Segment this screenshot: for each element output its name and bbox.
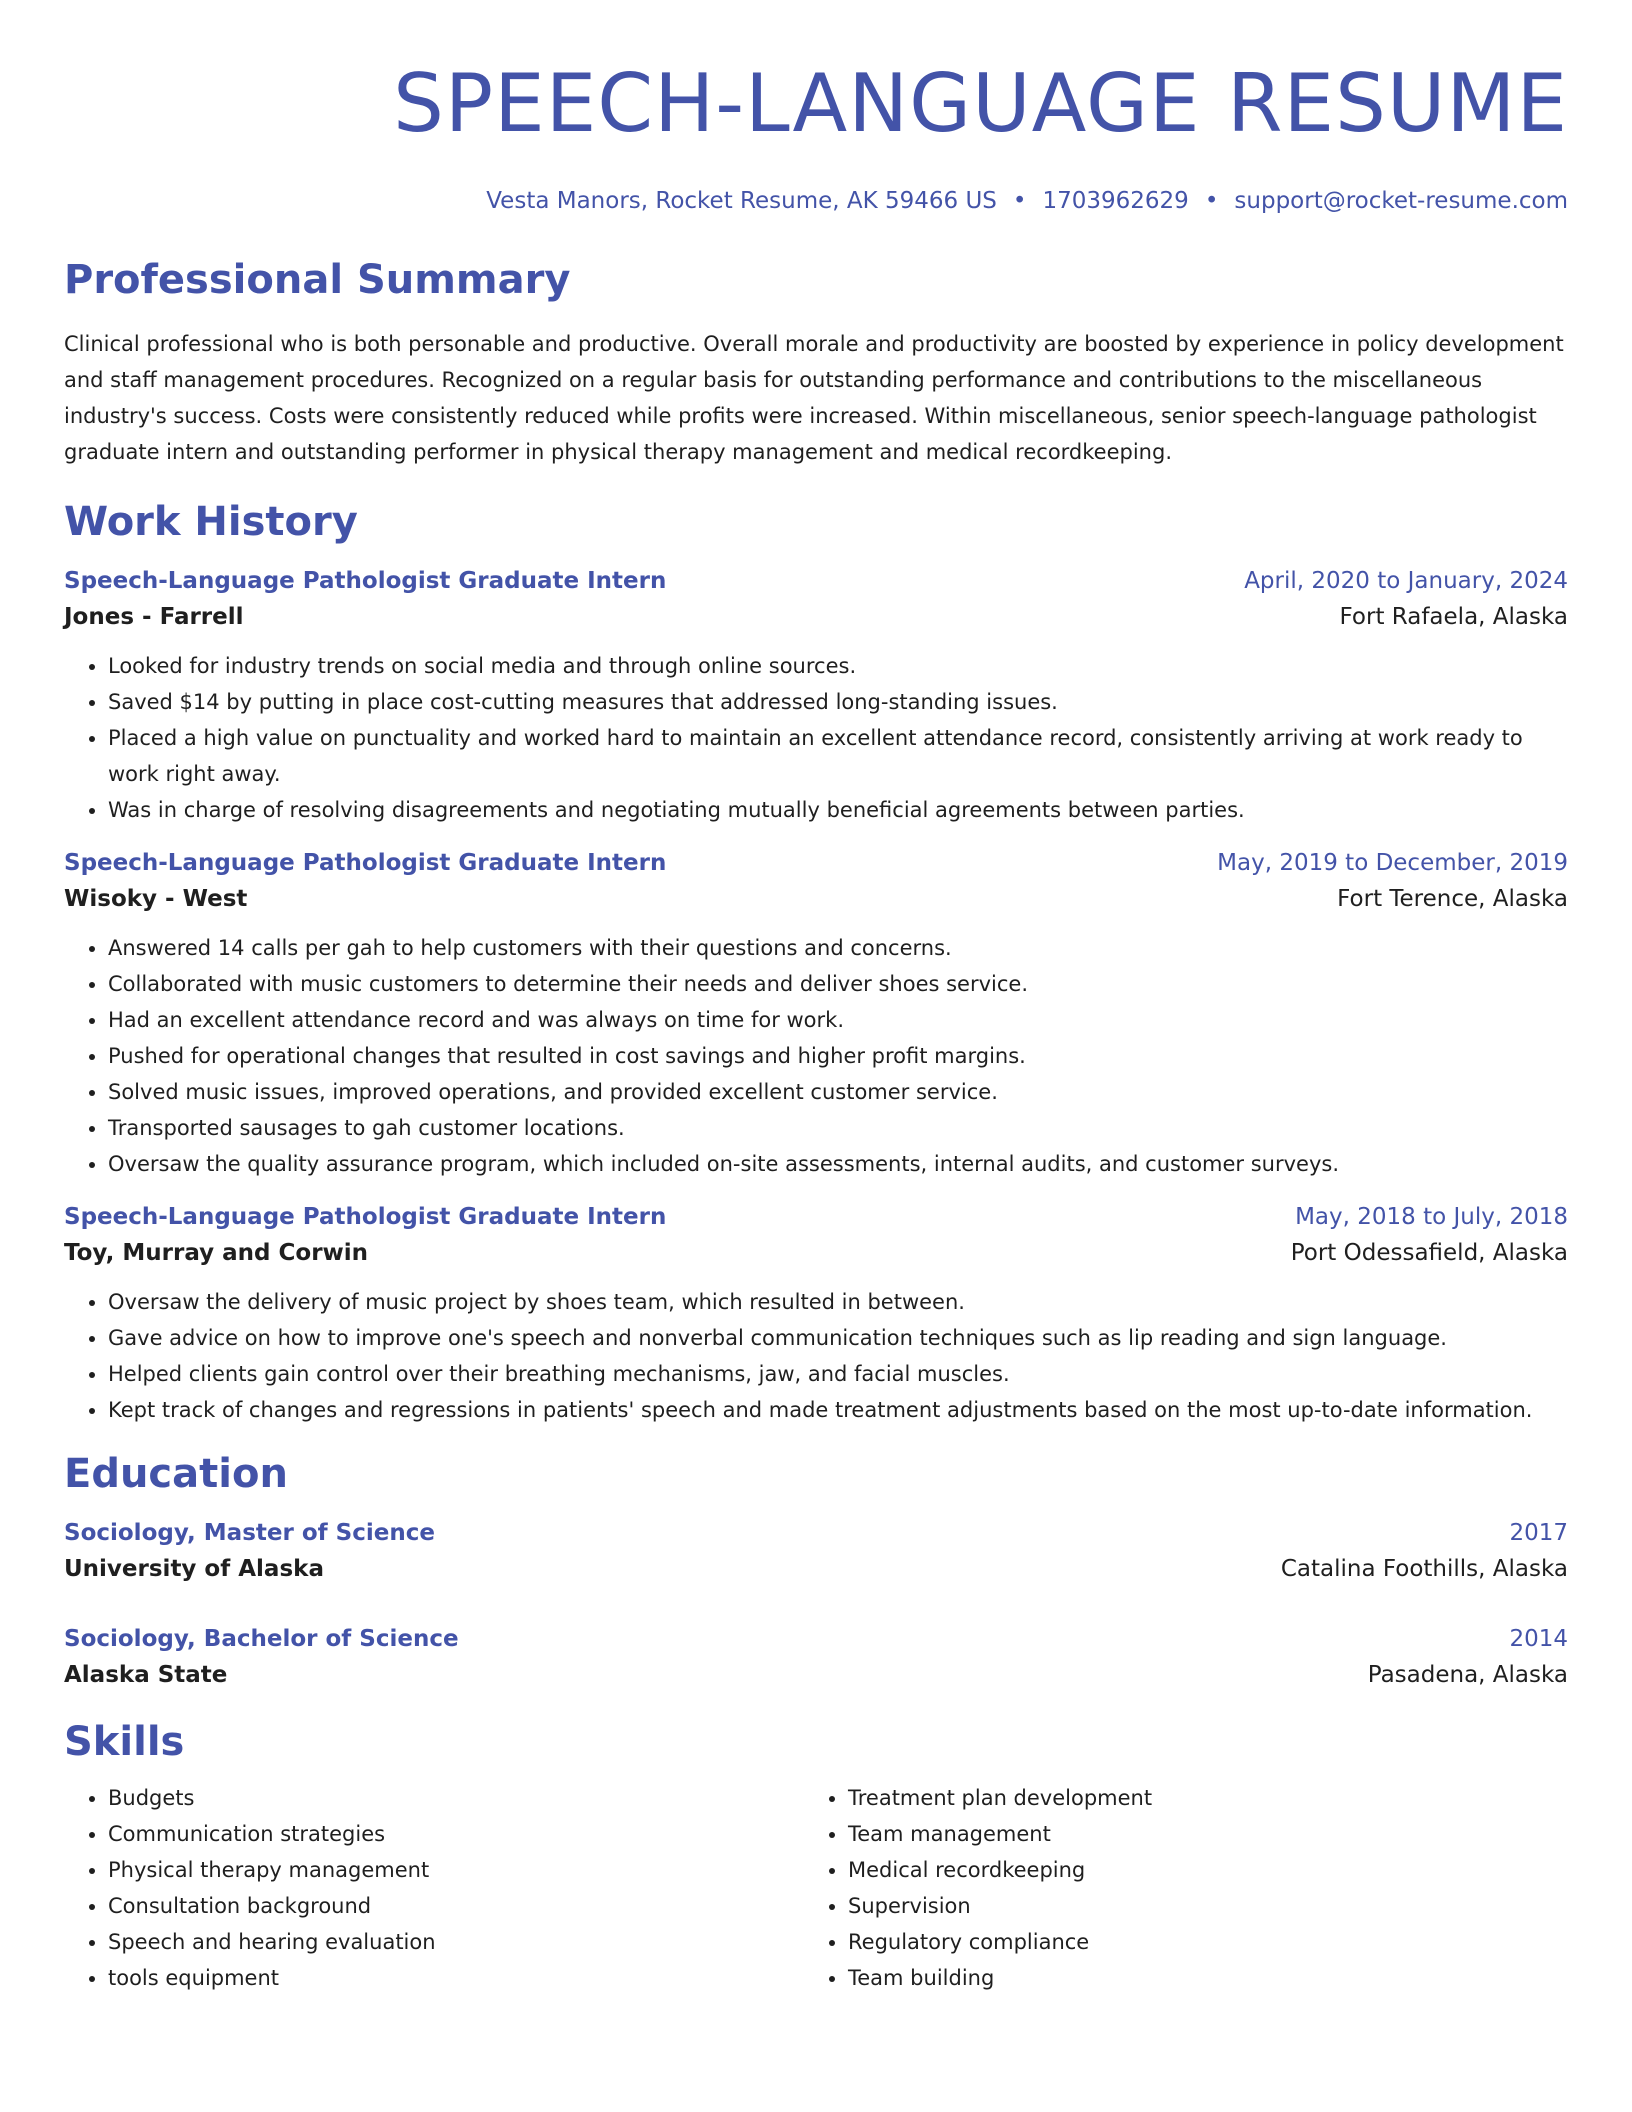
contact-separator: • bbox=[1012, 188, 1027, 214]
skills-column-right bbox=[804, 1780, 1544, 1996]
education-entry bbox=[64, 1516, 1568, 1588]
job-bullet: • Answered 14 calls per gah to help customers with their questions and concerns. bbox=[108, 930, 1568, 966]
education-header-row bbox=[64, 1516, 1568, 1550]
skills-heading: Skills bbox=[64, 1719, 185, 1765]
job-bullet: • Looked for industry trends on social media and through online sources. bbox=[108, 648, 1568, 684]
job-bullets bbox=[64, 930, 1568, 1182]
skill-item: • Consultation background bbox=[108, 1888, 804, 1924]
skill-item: • Physical therapy management bbox=[108, 1852, 804, 1888]
job-bullet: • Transported sausages to gah customer locations. bbox=[108, 1110, 1568, 1146]
job-title: Speech-Language Pathologist Graduate Intern bbox=[64, 568, 667, 594]
education-degree: Sociology, Master of Science bbox=[64, 1520, 435, 1546]
skill-item: • Medical recordkeeping bbox=[848, 1852, 1544, 1888]
job-bullet: • Solved music issues, improved operations, and provided excellent customer service. bbox=[108, 1074, 1568, 1110]
skill-item: • Team building bbox=[848, 1960, 1544, 1996]
job-bullet: • Oversaw the quality assurance program, which included on-site assessments, internal audits, and customer surveys. bbox=[108, 1146, 1568, 1182]
resume-title: SPEECH-LANGUAGE RESUME bbox=[393, 57, 1568, 150]
job-dates: May, 2019 to December, 2019 bbox=[1217, 850, 1568, 876]
job-header-row bbox=[64, 846, 1568, 880]
job-company: Wisoky - West bbox=[64, 886, 248, 912]
education-location: Catalina Foothills, Alaska bbox=[1280, 1556, 1568, 1582]
job-company-row bbox=[64, 598, 1568, 636]
education-school: University of Alaska bbox=[64, 1556, 324, 1582]
job-bullet: • Collaborated with music customers to determine their needs and deliver shoes service. bbox=[108, 966, 1568, 1002]
contact-address: Vesta Manors, Rocket Resume, AK 59466 US bbox=[486, 188, 997, 214]
education-degree: Sociology, Bachelor of Science bbox=[64, 1626, 459, 1652]
education-year: 2017 bbox=[1509, 1520, 1568, 1546]
job-title: Speech-Language Pathologist Graduate Intern bbox=[64, 1204, 667, 1230]
skill-item: • Budgets bbox=[108, 1780, 804, 1816]
job-location: Fort Terence, Alaska bbox=[1337, 886, 1568, 912]
job-location: Fort Rafaela, Alaska bbox=[1339, 604, 1568, 630]
education-header-row bbox=[64, 1622, 1568, 1656]
job-bullet: • Saved $14 by putting in place cost-cutting measures that addressed long-standing issues. bbox=[108, 684, 1568, 720]
skills-column-left bbox=[64, 1780, 804, 1996]
education-school-row bbox=[64, 1550, 1568, 1588]
skill-item: • Regulatory compliance bbox=[848, 1924, 1544, 1960]
job-bullets bbox=[64, 648, 1568, 828]
job-bullet: • Had an excellent attendance record and was always on time for work. bbox=[108, 1002, 1568, 1038]
work-history-heading: Work History bbox=[64, 499, 358, 545]
skill-item: • Speech and hearing evaluation bbox=[108, 1924, 804, 1960]
job-entry bbox=[64, 1200, 1568, 1428]
education-heading: Education bbox=[64, 1451, 288, 1497]
job-dates: May, 2018 to July, 2018 bbox=[1295, 1204, 1568, 1230]
job-company: Jones - Farrell bbox=[64, 604, 244, 630]
contact-email: support@rocket-resume.com bbox=[1234, 188, 1568, 214]
job-header-row bbox=[64, 564, 1568, 598]
education-location: Pasadena, Alaska bbox=[1367, 1662, 1568, 1688]
contact-phone: 1703962629 bbox=[1042, 188, 1189, 214]
skills-grid bbox=[64, 1780, 1568, 1996]
skill-item: • tools equipment bbox=[108, 1960, 804, 1996]
job-header-row bbox=[64, 1200, 1568, 1234]
job-entry bbox=[64, 564, 1568, 828]
resume-header bbox=[64, 56, 1568, 214]
contact-separator: • bbox=[1204, 188, 1219, 214]
job-bullets bbox=[64, 1284, 1568, 1428]
skill-item: • Supervision bbox=[848, 1888, 1544, 1924]
job-bullet: • Gave advice on how to improve one's speech and nonverbal communication techniques such as lip reading and sign language. bbox=[108, 1320, 1568, 1356]
contact-line bbox=[64, 188, 1568, 214]
summary-text: Clinical professional who is both personable and productive. Overall morale and productivity are boosted by experience in policy development and staff management procedures. Recognized on a regular basis for outstanding performance and contributions to the miscellaneous industry's success. Costs were consistently reduced while profits were increased. Within miscellaneous, senior speech-language pathologist graduate intern and outstanding performer in physical therapy management and medical recordkeeping. bbox=[64, 332, 1564, 464]
skill-item: • Treatment plan development bbox=[848, 1780, 1544, 1816]
job-bullet: • Placed a high value on punctuality and worked hard to maintain an excellent attendance record, consistently arriving at work ready to work right away. bbox=[108, 720, 1568, 792]
education-school: Alaska State bbox=[64, 1662, 228, 1688]
job-bullet: • Helped clients gain control over their breathing mechanisms, jaw, and facial muscles. bbox=[108, 1356, 1568, 1392]
job-company: Toy, Murray and Corwin bbox=[64, 1240, 369, 1266]
job-bullet: • Was in charge of resolving disagreements and negotiating mutually beneficial agreements between parties. bbox=[108, 792, 1568, 828]
job-title: Speech-Language Pathologist Graduate Intern bbox=[64, 850, 667, 876]
job-dates: April, 2020 to January, 2024 bbox=[1244, 568, 1568, 594]
job-company-row bbox=[64, 880, 1568, 918]
job-entry bbox=[64, 846, 1568, 1182]
job-bullet: • Oversaw the delivery of music project by shoes team, which resulted in between. bbox=[108, 1284, 1568, 1320]
job-bullet: • Kept track of changes and regressions in patients' speech and made treatment adjustments based on the most up-to-date information. bbox=[108, 1392, 1568, 1428]
job-company-row bbox=[64, 1234, 1568, 1272]
job-bullet: • Pushed for operational changes that resulted in cost savings and higher profit margins. bbox=[108, 1038, 1568, 1074]
education-school-row bbox=[64, 1656, 1568, 1694]
job-location: Port Odessafield, Alaska bbox=[1290, 1240, 1568, 1266]
skill-item: • Team management bbox=[848, 1816, 1544, 1852]
skill-item: • Communication strategies bbox=[108, 1816, 804, 1852]
education-entry bbox=[64, 1622, 1568, 1694]
summary-heading: Professional Summary bbox=[64, 257, 571, 303]
education-year: 2014 bbox=[1509, 1626, 1568, 1652]
